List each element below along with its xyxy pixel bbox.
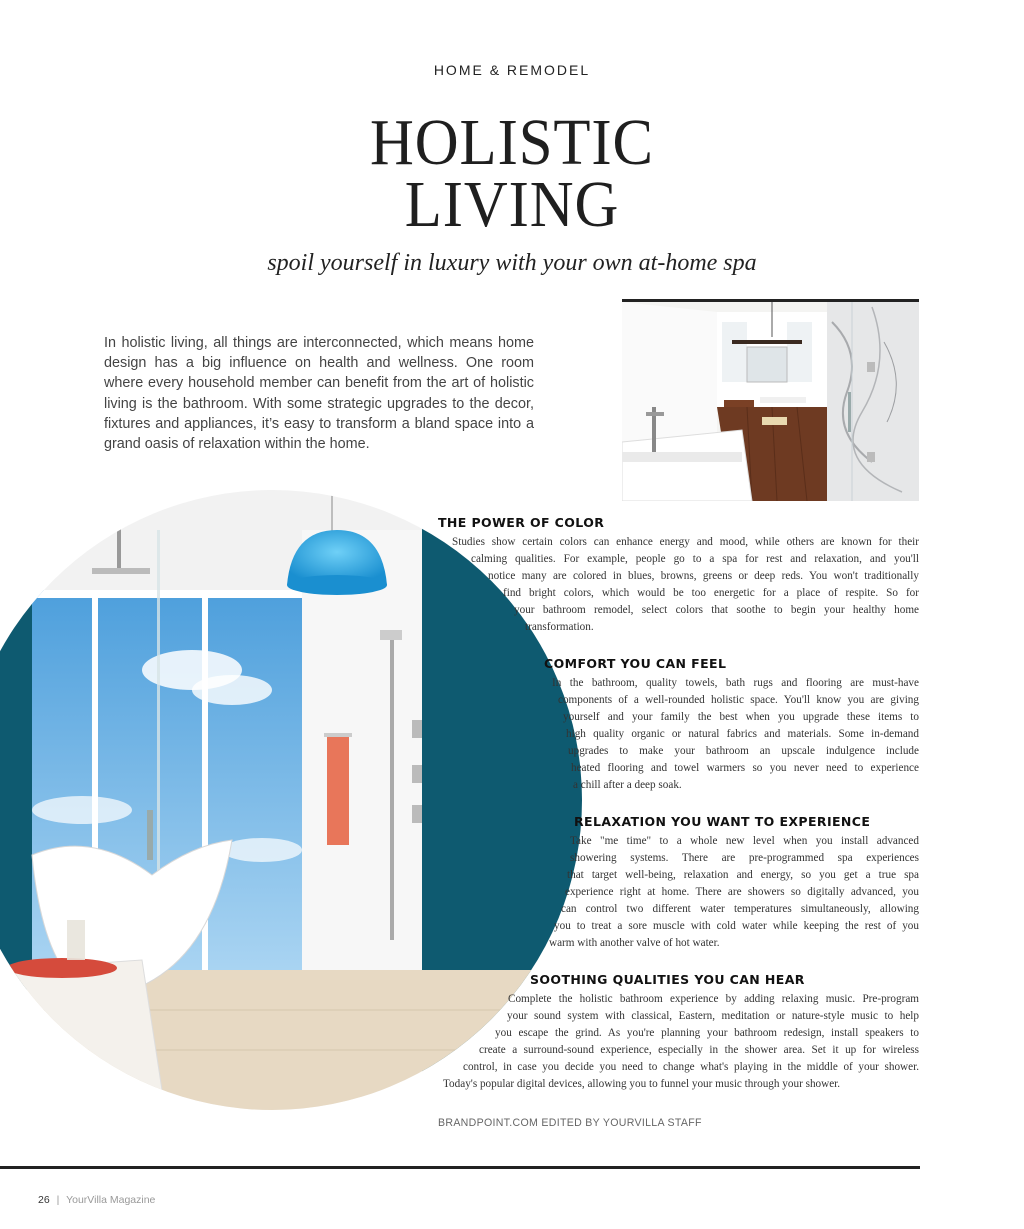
section-heading-soothing: SOOTHING QUALITIES YOU CAN HEAR bbox=[530, 972, 805, 987]
section-heading-relaxation: RELAXATION YOU WANT TO EXPERIENCE bbox=[574, 814, 871, 829]
body-line: notice many are colored in blues, browns, greens or deep reds. You won't traditionally bbox=[488, 570, 919, 582]
body-line: that target well-being, relaxation and energy, so you get a true spa bbox=[567, 869, 919, 881]
body-line: high quality organic or natural fabrics and materials. Some in-demand bbox=[566, 728, 919, 740]
section-heading-comfort: COMFORT YOU CAN FEEL bbox=[544, 656, 727, 671]
section-heading-power-of-color: THE POWER OF COLOR bbox=[438, 515, 605, 530]
body-line: experience right at home. There are showers so digitally advanced, you bbox=[565, 886, 919, 898]
section-label: HOME & REMODEL bbox=[433, 62, 591, 78]
body-line: Today's popular digital devices, allowing you to funnel your music through your shower. bbox=[443, 1078, 841, 1090]
bathroom-photo-illustration bbox=[622, 302, 919, 501]
body-line: your sound system with classical, Eastern, meditation or nature-style music to help bbox=[507, 1010, 919, 1022]
article-title bbox=[41, 106, 983, 241]
body-line: heated flooring and towel warmers so you never need to experience bbox=[571, 762, 919, 774]
body-line: calming qualities. For example, people go to a spa for rest and relaxation, and you'll bbox=[471, 553, 919, 565]
body-line: Take "me time" to a whole new level when you install advanced bbox=[570, 835, 919, 847]
body-line: components of a well-rounded holistic space. You'll know you are giving bbox=[558, 694, 919, 706]
title-line-2: LIVING bbox=[404, 168, 620, 241]
intro-paragraph: In holistic living, all things are interconnected, which means home design has a big influence on health and wellness. One room where every household member can benefit from the art of holistic living is the bathroom. With some strategic upgrades to the decor, fixtures and appliances, it’s easy to transform a bland space into a grand oasis of relaxation within the home. bbox=[104, 335, 534, 453]
page-footer bbox=[38, 1194, 155, 1206]
body-line: Complete the holistic bathroom experience by adding relaxing music. Pre-program bbox=[508, 993, 919, 1005]
body-line: find bright colors, which would be too energetic for a place of respite. So for bbox=[503, 587, 919, 599]
body-line: your bathroom remodel, select colors that soothe to begin your healthy home bbox=[514, 604, 919, 616]
body-line: upgrades to make your bathroom an upscale indulgence include bbox=[568, 745, 919, 757]
body-line: transformation. bbox=[525, 621, 594, 633]
body-line: you escape the grind. As you're planning your bathroom redesign, install speakers to bbox=[495, 1027, 919, 1039]
body-line: a chill after a deep soak. bbox=[573, 779, 682, 791]
body-line: yourself and your family the best when you upgrade these items to bbox=[563, 711, 919, 723]
article-subtitle: spoil yourself in luxury with your own at-home spa bbox=[267, 250, 757, 276]
footer-separator: | bbox=[56, 1194, 60, 1206]
page-number: 26 bbox=[38, 1194, 50, 1206]
title-line-1: HOLISTIC bbox=[370, 106, 654, 179]
body-line: control, in case you decide you need to change what's playing in the middle of your shower. bbox=[463, 1061, 919, 1073]
bathroom-photo-top bbox=[622, 299, 919, 501]
body-line: warm with another valve of hot water. bbox=[549, 937, 720, 949]
body-line: Studies show certain colors can enhance energy and mood, while others are known for their bbox=[452, 536, 919, 548]
publication-name: YourVilla Magazine bbox=[66, 1194, 156, 1206]
body-line: In the bathroom, quality towels, bath rugs and flooring are must-have bbox=[552, 677, 919, 689]
body-line: create a surround-sound experience, especially in the shower area. Set it up for wireless bbox=[479, 1044, 919, 1056]
body-line: can control two different water temperatures simultaneously, allowing bbox=[561, 903, 919, 915]
article-credit: BRANDPOINT.COM EDITED BY YOURVILLA STAFF bbox=[438, 1117, 702, 1129]
body-line: showering systems. There are pre-programmed spa experiences bbox=[570, 852, 919, 864]
footer-divider bbox=[0, 1166, 920, 1169]
body-line: you to treat a sore muscle with cold water while keeping the rest of you bbox=[554, 920, 919, 932]
